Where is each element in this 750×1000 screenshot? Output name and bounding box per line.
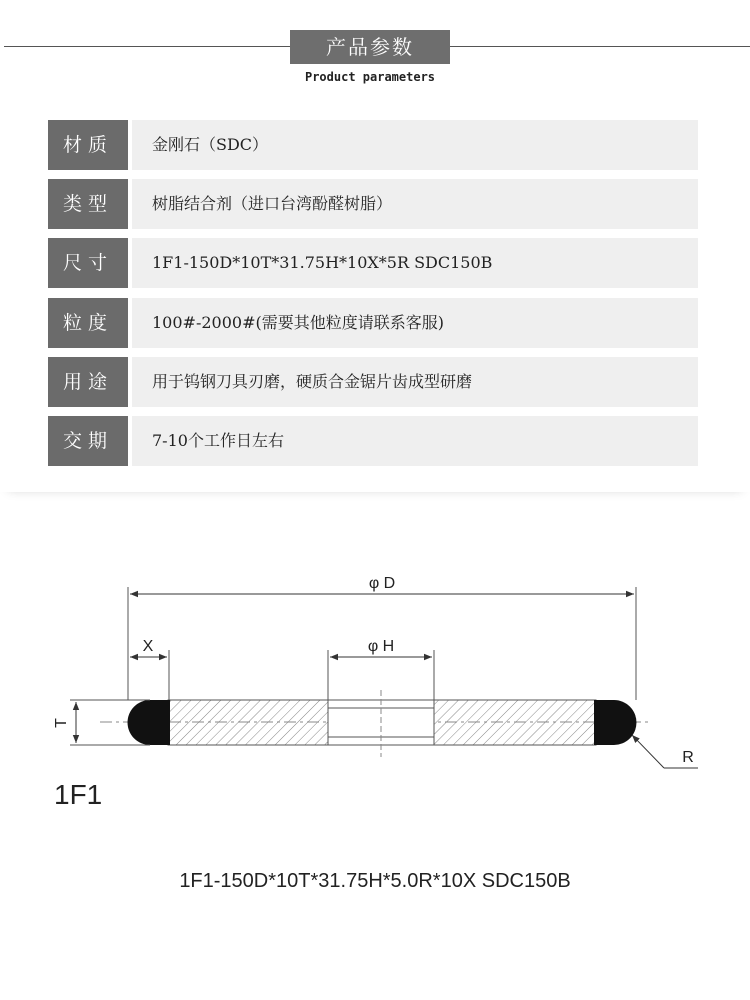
param-label: 用途 — [48, 357, 128, 407]
product-parameters-panel — [0, 0, 750, 492]
wheel-body-left — [168, 700, 328, 745]
param-row-type — [48, 179, 698, 229]
wheel-technical-drawing — [0, 492, 750, 792]
param-label: 粒度 — [48, 298, 128, 348]
param-row-material — [48, 120, 698, 170]
param-label: 交期 — [48, 416, 128, 466]
param-label: 材质 — [48, 120, 128, 170]
h-dimension-label: φ H — [367, 638, 395, 655]
spec-caption: 1F1-150D*10T*31.75H*5.0R*10X SDC150B — [179, 870, 571, 892]
diamond-rim-right — [594, 700, 636, 745]
section-title: 产品参数 — [290, 30, 450, 64]
param-value: 金刚石（SDC） — [132, 120, 698, 170]
model-label: 1F1 — [54, 779, 103, 810]
param-value: 树脂结合剂（进口台湾酚醛树脂） — [132, 179, 698, 229]
r-dimension-label: R — [682, 749, 694, 766]
param-row-grit — [48, 298, 698, 348]
x-dimension-label: X — [142, 638, 154, 655]
r-leader-line — [632, 735, 664, 768]
diamond-rim-left — [128, 700, 170, 745]
wheel-body-right — [434, 700, 596, 745]
param-row-size — [48, 238, 698, 288]
param-value: 1F1-150D*10T*31.75H*10X*5R SDC150B — [132, 238, 698, 288]
param-value: 7-10个工作日左右 — [132, 416, 698, 466]
param-label: 类型 — [48, 179, 128, 229]
d-dimension-label: φ D — [368, 575, 396, 592]
param-row-delivery — [48, 416, 698, 466]
param-value: 用于钨钢刀具刃磨，硬质合金锯片齿成型研磨 — [132, 357, 698, 407]
section-subtitle: Product parameters — [304, 70, 436, 84]
param-value: 100#-2000#(需要其他粒度请联系客服) — [132, 298, 698, 348]
t-dimension-label: T — [53, 718, 70, 728]
param-row-usage — [48, 357, 698, 407]
param-label: 尺寸 — [48, 238, 128, 288]
